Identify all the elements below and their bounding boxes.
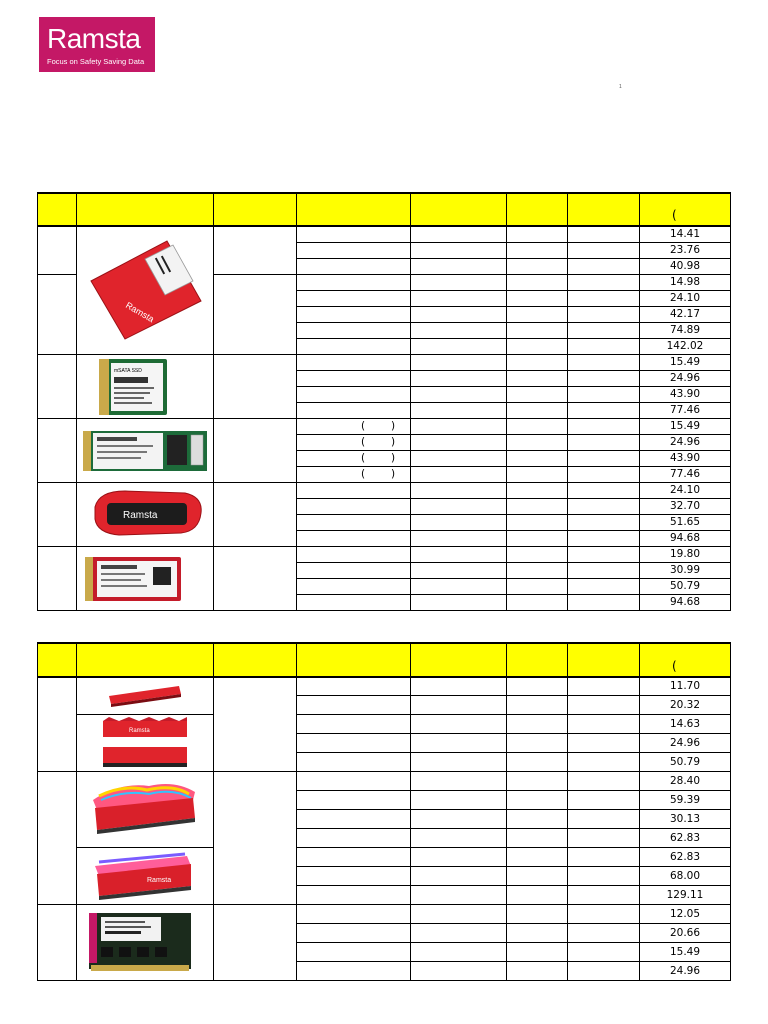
- header-cell: [411, 193, 507, 226]
- price-cell: 77.46: [640, 402, 731, 418]
- cell: [568, 961, 640, 980]
- price-cell: 24.96: [640, 733, 731, 752]
- product-image-cell: [77, 354, 214, 418]
- paren-close: ): [391, 467, 396, 480]
- cell: [507, 482, 568, 498]
- cell: [297, 386, 411, 402]
- cell: [568, 370, 640, 386]
- cell: [411, 338, 507, 354]
- cell: [411, 904, 507, 923]
- cell: [507, 752, 568, 771]
- cell: [411, 514, 507, 530]
- price-cell: 62.83: [640, 828, 731, 847]
- sata-ssd-image: [85, 235, 205, 345]
- cell: [411, 771, 507, 790]
- cell: [568, 322, 640, 338]
- cell: [411, 226, 507, 242]
- cell: [297, 338, 411, 354]
- ram-heatsink-image: [99, 717, 191, 769]
- price-cell: 50.79: [640, 752, 731, 771]
- cell: [507, 923, 568, 942]
- cell: [507, 530, 568, 546]
- group-cell: [38, 677, 77, 771]
- group-cell: [38, 482, 77, 546]
- cell: [411, 402, 507, 418]
- header-cell: [411, 643, 507, 677]
- cell: [507, 961, 568, 980]
- price-cell: 94.68: [640, 594, 731, 610]
- header-cell: [568, 643, 640, 677]
- capacity-cell: [297, 418, 411, 434]
- cell: [568, 546, 640, 562]
- cell: [411, 290, 507, 306]
- cell: [568, 226, 640, 242]
- cell: [411, 418, 507, 434]
- price-cell: 50.79: [640, 578, 731, 594]
- header-cell: [507, 193, 568, 226]
- cell: [507, 418, 568, 434]
- cell: [507, 370, 568, 386]
- cell: [568, 809, 640, 828]
- cell: [297, 498, 411, 514]
- cell: [507, 942, 568, 961]
- price-cell: 23.76: [640, 242, 731, 258]
- cell: [568, 677, 640, 695]
- cell: [507, 733, 568, 752]
- ram-price-table: [37, 642, 731, 981]
- cell: [297, 866, 411, 885]
- cell: [297, 847, 411, 866]
- cell: [297, 322, 411, 338]
- cell: [568, 847, 640, 866]
- price-cell: 15.49: [640, 354, 731, 370]
- cell: [297, 562, 411, 578]
- interface-cell: [214, 354, 297, 418]
- price-cell: 30.13: [640, 809, 731, 828]
- cell: [411, 530, 507, 546]
- paren-close: ): [391, 419, 396, 432]
- cell: [411, 482, 507, 498]
- cell: [568, 771, 640, 790]
- price-cell: 19.80: [640, 546, 731, 562]
- cell: [297, 695, 411, 714]
- price-cell: 32.70: [640, 498, 731, 514]
- cell: [507, 885, 568, 904]
- cell: [411, 594, 507, 610]
- interface-cell: [214, 274, 297, 354]
- cell: [297, 942, 411, 961]
- cell: [411, 242, 507, 258]
- price-cell: 30.99: [640, 562, 731, 578]
- cell: [297, 306, 411, 322]
- header-cell: [214, 193, 297, 226]
- cell: [568, 828, 640, 847]
- cell: [411, 677, 507, 695]
- cell: [507, 904, 568, 923]
- cell: [411, 306, 507, 322]
- cell: [507, 809, 568, 828]
- cell: [568, 338, 640, 354]
- cell: [568, 258, 640, 274]
- paren-open: (: [361, 419, 366, 432]
- cell: [568, 290, 640, 306]
- cell: [411, 498, 507, 514]
- cell: [507, 466, 568, 482]
- cell: [568, 752, 640, 771]
- group-cell: [38, 904, 77, 980]
- price-cell: 59.39: [640, 790, 731, 809]
- cell: [568, 450, 640, 466]
- interface-cell: [214, 482, 297, 546]
- rgb-ram-brand-text: Ramsta: [147, 876, 172, 884]
- cell: [568, 306, 640, 322]
- price-cell: 15.49: [640, 942, 731, 961]
- cell: [411, 322, 507, 338]
- price-cell: 129.11: [640, 885, 731, 904]
- cell: [411, 450, 507, 466]
- msata-ssd-image: [97, 357, 169, 417]
- logo-brand: Ramsta: [47, 23, 141, 54]
- cell: [297, 546, 411, 562]
- price-cell: 77.46: [640, 466, 731, 482]
- interface-cell: [214, 771, 297, 904]
- cell: [297, 514, 411, 530]
- portable-brand-text: Ramsta: [123, 509, 158, 521]
- cell: [297, 258, 411, 274]
- cell: [568, 530, 640, 546]
- price-cell: 24.10: [640, 290, 731, 306]
- cell: [411, 866, 507, 885]
- cell: [568, 242, 640, 258]
- price-cell: 43.90: [640, 386, 731, 402]
- price-cell: 42.17: [640, 306, 731, 322]
- cell: [568, 904, 640, 923]
- cell: [507, 290, 568, 306]
- ram-brand-text: Ramsta: [129, 727, 150, 734]
- paren-open: (: [361, 435, 366, 448]
- cell: [507, 866, 568, 885]
- price-cell: 20.32: [640, 695, 731, 714]
- cell: [297, 290, 411, 306]
- cell: [297, 733, 411, 752]
- cell: [411, 733, 507, 752]
- cell: [568, 923, 640, 942]
- table-header-row: [38, 193, 731, 226]
- interface-cell: [214, 418, 297, 482]
- price-cell: 14.98: [640, 274, 731, 290]
- header-cell: [38, 643, 77, 677]
- price-cell: 24.96: [640, 961, 731, 980]
- product-image-cell: [77, 482, 214, 546]
- cell: [507, 562, 568, 578]
- group-cell: [38, 274, 77, 354]
- cell: [297, 594, 411, 610]
- cell: [507, 847, 568, 866]
- table-header-row: [38, 643, 731, 677]
- ramsta-logo: [39, 17, 155, 72]
- rgb-ram-alt-image: [91, 850, 195, 902]
- cell: [507, 714, 568, 733]
- paren-open: (: [361, 451, 366, 464]
- price-cell: 74.89: [640, 322, 731, 338]
- cell: [297, 530, 411, 546]
- product-image-cell: [77, 714, 214, 771]
- cell: [411, 578, 507, 594]
- group-cell: [38, 354, 77, 418]
- cell: [411, 274, 507, 290]
- price-cell: 14.63: [640, 714, 731, 733]
- product-image-cell: [77, 677, 214, 714]
- cell: [568, 594, 640, 610]
- cell: [507, 386, 568, 402]
- cell: [297, 274, 411, 290]
- cell: [411, 546, 507, 562]
- cell: [411, 752, 507, 771]
- cell: [507, 594, 568, 610]
- cell: [297, 354, 411, 370]
- cell: [507, 695, 568, 714]
- header-paren: (: [672, 208, 677, 222]
- price-header-cell: [640, 193, 731, 226]
- paren-open: (: [361, 467, 366, 480]
- group-cell: [38, 771, 77, 904]
- cell: [411, 258, 507, 274]
- header-cell: [297, 643, 411, 677]
- sodimm-ram-image: [87, 911, 193, 975]
- price-cell: 43.90: [640, 450, 731, 466]
- price-cell: 24.96: [640, 370, 731, 386]
- cell: [411, 847, 507, 866]
- cell: [411, 562, 507, 578]
- cell: [507, 771, 568, 790]
- cell: [411, 434, 507, 450]
- price-cell: 24.10: [640, 482, 731, 498]
- product-image-cell: [77, 771, 214, 847]
- cell: [568, 866, 640, 885]
- cell: [507, 306, 568, 322]
- cell: [568, 885, 640, 904]
- cell: [568, 714, 640, 733]
- rgb-ram-image: [89, 776, 201, 838]
- cell: [568, 733, 640, 752]
- cell: [411, 885, 507, 904]
- cell: [297, 402, 411, 418]
- interface-cell: [214, 904, 297, 980]
- cell: [297, 961, 411, 980]
- ram-stick-image: [105, 684, 185, 710]
- cell: [411, 695, 507, 714]
- msata-label-text: mSATA SSD: [114, 367, 142, 374]
- m2-sata-ssd-image: [81, 427, 211, 475]
- product-image-cell: [77, 904, 214, 980]
- price-cell: 51.65: [640, 514, 731, 530]
- price-cell: 94.68: [640, 530, 731, 546]
- cell: [507, 677, 568, 695]
- product-image-cell: [77, 226, 214, 354]
- cell: [507, 498, 568, 514]
- price-cell: 11.70: [640, 677, 731, 695]
- capacity-cell: [297, 434, 411, 450]
- cell: [297, 714, 411, 733]
- cell: [297, 771, 411, 790]
- nvme-ssd-image: [83, 551, 183, 607]
- ssd-brand-text: Ramsta: [124, 300, 156, 325]
- price-cell: 28.40: [640, 771, 731, 790]
- price-cell: 20.66: [640, 923, 731, 942]
- cell: [297, 809, 411, 828]
- cell: [568, 354, 640, 370]
- price-cell: 12.05: [640, 904, 731, 923]
- cell: [297, 828, 411, 847]
- cell: [297, 790, 411, 809]
- cell: [411, 809, 507, 828]
- group-cell: [38, 418, 77, 482]
- price-cell: 15.49: [640, 418, 731, 434]
- cell: [568, 790, 640, 809]
- cell: [411, 714, 507, 733]
- cell: [507, 322, 568, 338]
- group-cell: [38, 226, 77, 274]
- cell: [411, 961, 507, 980]
- paren-close: ): [391, 451, 396, 464]
- header-cell: [77, 193, 214, 226]
- cell: [297, 752, 411, 771]
- group-cell: [38, 546, 77, 610]
- interface-cell: [214, 226, 297, 274]
- cell: [507, 578, 568, 594]
- price-cell: 62.83: [640, 847, 731, 866]
- cell: [568, 562, 640, 578]
- price-cell: 24.96: [640, 434, 731, 450]
- price-header-cell: [640, 643, 731, 677]
- logo-tagline: Focus on Safety Saving Data: [47, 57, 145, 66]
- interface-cell: [214, 546, 297, 610]
- header-cell: [77, 643, 214, 677]
- cell: [411, 386, 507, 402]
- price-cell: 14.41: [640, 226, 731, 242]
- cell: [507, 242, 568, 258]
- cell: [297, 370, 411, 386]
- cell: [297, 578, 411, 594]
- cell: [411, 828, 507, 847]
- cell: [297, 677, 411, 695]
- capacity-cell: [297, 466, 411, 482]
- cell: [297, 904, 411, 923]
- cell: [568, 514, 640, 530]
- cell: [507, 434, 568, 450]
- cell: [507, 546, 568, 562]
- cell: [507, 790, 568, 809]
- portable-ssd-image: [89, 485, 205, 541]
- capacity-cell: [297, 450, 411, 466]
- ssd-price-table: [37, 192, 731, 611]
- cell: [507, 354, 568, 370]
- page-mark: 1: [619, 84, 622, 90]
- cell: [568, 695, 640, 714]
- cell: [568, 466, 640, 482]
- cell: [507, 828, 568, 847]
- cell: [507, 274, 568, 290]
- product-image-cell: [77, 418, 214, 482]
- cell: [568, 578, 640, 594]
- cell: [411, 370, 507, 386]
- interface-cell: [214, 677, 297, 771]
- header-paren: (: [672, 659, 677, 673]
- product-image-cell: [77, 546, 214, 610]
- cell: [568, 482, 640, 498]
- header-cell: [297, 193, 411, 226]
- cell: [507, 258, 568, 274]
- cell: [411, 466, 507, 482]
- cell: [411, 790, 507, 809]
- cell: [568, 434, 640, 450]
- cell: [568, 274, 640, 290]
- cell: [411, 923, 507, 942]
- cell: [411, 942, 507, 961]
- cell: [507, 226, 568, 242]
- cell: [411, 354, 507, 370]
- cell: [297, 242, 411, 258]
- paren-close: ): [391, 435, 396, 448]
- header-cell: [507, 643, 568, 677]
- cell: [297, 885, 411, 904]
- cell: [507, 450, 568, 466]
- cell: [568, 418, 640, 434]
- price-cell: 68.00: [640, 866, 731, 885]
- cell: [297, 226, 411, 242]
- header-cell: [38, 193, 77, 226]
- price-cell: 40.98: [640, 258, 731, 274]
- cell: [568, 386, 640, 402]
- price-cell: 142.02: [640, 338, 731, 354]
- header-cell: [214, 643, 297, 677]
- cell: [507, 338, 568, 354]
- cell: [507, 402, 568, 418]
- cell: [568, 498, 640, 514]
- cell: [297, 482, 411, 498]
- cell: [568, 402, 640, 418]
- product-image-cell: [77, 847, 214, 904]
- cell: [568, 942, 640, 961]
- cell: [297, 923, 411, 942]
- header-cell: [568, 193, 640, 226]
- cell: [507, 514, 568, 530]
